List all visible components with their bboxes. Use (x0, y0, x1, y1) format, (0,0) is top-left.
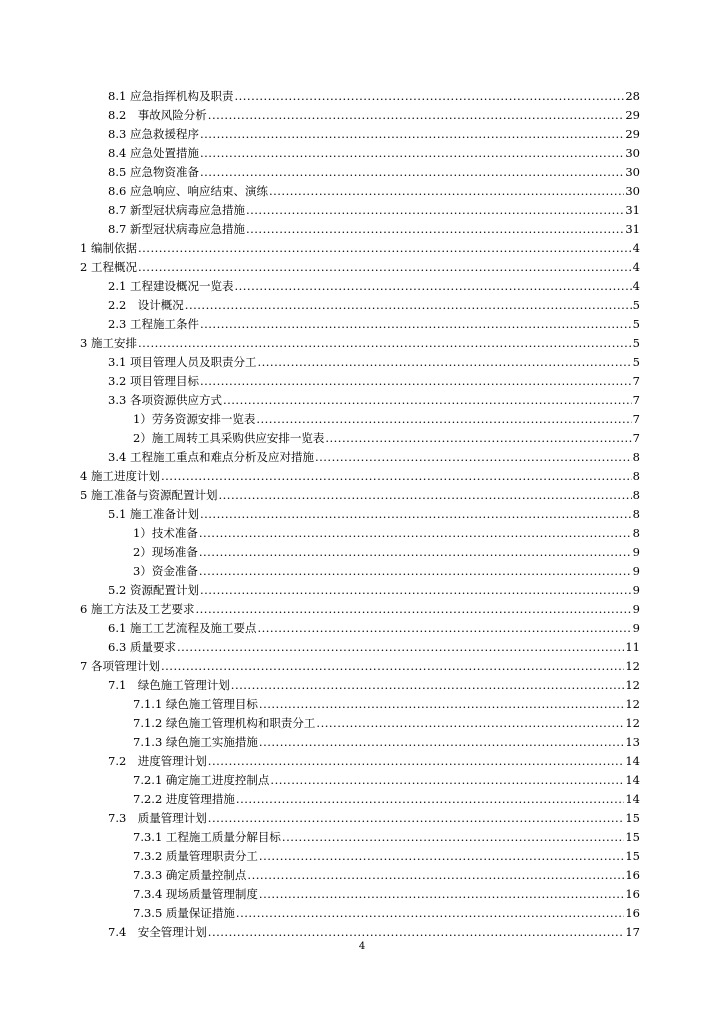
toc-entry[interactable] (133, 429, 640, 448)
toc-entry-page: 12 (625, 716, 640, 730)
toc-entry-page: 29 (625, 108, 640, 122)
toc-entry-label: 7.2.1 确定施工进度控制点 (133, 773, 270, 787)
toc-entry-label: 2.2 设计概况 (108, 298, 184, 312)
toc-entry[interactable] (108, 752, 640, 771)
toc-entry-label: 6.1 施工工艺流程及施工要点 (108, 621, 257, 635)
toc-entry-page: 14 (625, 773, 640, 787)
toc-entry-page: 11 (625, 640, 640, 654)
toc-entry[interactable] (133, 733, 640, 752)
toc-entry-page: 8 (632, 507, 640, 521)
dot-leader (200, 163, 624, 182)
dot-leader (200, 505, 632, 524)
toc-entry[interactable] (108, 144, 640, 163)
toc-entry-label: 6 施工方法及工艺要求 (80, 602, 195, 616)
dot-leader (256, 410, 631, 429)
toc-entry[interactable] (108, 220, 640, 239)
dot-leader (269, 182, 624, 201)
dot-leader (236, 790, 624, 809)
dot-leader (195, 600, 631, 619)
toc-entry-page: 7 (632, 374, 640, 388)
toc-entry-page: 29 (625, 127, 640, 141)
toc-entry-page: 30 (625, 146, 640, 160)
toc-entry-page: 12 (625, 697, 640, 711)
toc-entry[interactable] (108, 448, 640, 467)
dot-leader (200, 372, 632, 391)
toc-entry[interactable] (133, 524, 640, 543)
dot-leader (218, 486, 631, 505)
toc-entry-label: 2 工程概况 (80, 260, 137, 274)
toc-entry[interactable] (108, 581, 640, 600)
toc-entry-page: 5 (632, 317, 640, 331)
toc-entry-page: 9 (632, 602, 640, 616)
dot-leader (259, 847, 624, 866)
dot-leader (200, 125, 624, 144)
dot-leader (325, 429, 631, 448)
toc-entry-label: 7.1.1 绿色施工管理目标 (133, 697, 258, 711)
toc-entry-label: 3.3 各项资源供应方式 (108, 393, 222, 407)
toc-entry-page: 15 (625, 811, 640, 825)
dot-leader (282, 828, 624, 847)
toc-entry-label: 5.2 资源配置计划 (108, 583, 199, 597)
toc-entry-page: 15 (625, 849, 640, 863)
toc-entry[interactable] (133, 847, 640, 866)
dot-leader (199, 524, 632, 543)
toc-entry-label: 8.6 应急响应、响应结束、演练 (108, 184, 268, 198)
toc-entry[interactable] (133, 866, 640, 885)
toc-entry-label: 7.2 进度管理计划 (108, 754, 207, 768)
toc-entry-label: 7.3.4 现场质量管理制度 (133, 887, 258, 901)
toc-entry-page: 15 (625, 830, 640, 844)
toc-entry[interactable] (108, 353, 640, 372)
toc-entry[interactable] (80, 334, 640, 353)
dot-leader (199, 543, 632, 562)
dot-leader (200, 581, 632, 600)
toc-entry[interactable] (108, 106, 640, 125)
dot-leader (208, 752, 625, 771)
toc-entry-page: 5 (632, 298, 640, 312)
dot-leader (177, 638, 624, 657)
dot-leader (200, 144, 624, 163)
dot-leader (257, 353, 631, 372)
toc-entry[interactable] (108, 125, 640, 144)
dot-leader (234, 87, 624, 106)
dot-leader (223, 391, 632, 410)
dot-leader (208, 923, 625, 942)
toc-entry-label: 3.4 工程施工重点和难点分析及应对措施 (108, 450, 314, 464)
toc-entry[interactable] (133, 695, 640, 714)
toc-entry-page: 9 (632, 583, 640, 597)
toc-entry-label: 2）现场准备 (133, 545, 198, 559)
toc-entry[interactable] (133, 410, 640, 429)
toc-entry[interactable] (80, 239, 640, 258)
toc-entry-page: 9 (632, 621, 640, 635)
toc-entry-label: 1）劳务资源安排一览表 (133, 412, 256, 426)
toc-entry-label: 3）资金准备 (133, 564, 198, 578)
toc-entry-page: 30 (625, 165, 640, 179)
toc-entry[interactable] (108, 296, 640, 315)
toc-entry[interactable] (108, 505, 640, 524)
toc-entry[interactable] (80, 467, 640, 486)
toc-entry-label: 1）技术准备 (133, 526, 198, 540)
toc-entry[interactable] (133, 828, 640, 847)
toc-entry[interactable] (133, 885, 640, 904)
toc-entry[interactable] (108, 676, 640, 695)
toc-entry-page: 5 (632, 355, 640, 369)
toc-entry-page: 12 (625, 678, 640, 692)
dot-leader (231, 676, 625, 695)
toc-entry[interactable] (80, 657, 640, 676)
toc-entry-label: 7.3.5 质量保证措施 (133, 906, 235, 920)
toc-entry[interactable] (108, 619, 640, 638)
toc-entry-label: 8.4 应急处置措施 (108, 146, 199, 160)
dot-leader (270, 771, 624, 790)
toc-entry[interactable] (108, 182, 640, 201)
toc-entry[interactable] (80, 600, 640, 619)
toc-entry[interactable] (108, 315, 640, 334)
toc-entry-page: 17 (625, 925, 640, 939)
dot-leader (259, 733, 624, 752)
toc-entry-label: 8.3 应急救援程序 (108, 127, 199, 141)
toc-entry-label: 5.1 施工准备计划 (108, 507, 199, 521)
toc-entry[interactable] (108, 923, 640, 942)
toc-entry-page: 14 (625, 792, 640, 806)
toc-entry-page: 8 (632, 450, 640, 464)
toc-entry[interactable] (108, 638, 640, 657)
dot-leader (199, 562, 632, 581)
toc-entry-label: 7.4 安全管理计划 (108, 925, 207, 939)
toc-entry[interactable] (108, 277, 640, 296)
dot-leader (257, 619, 631, 638)
toc-entry-page: 8 (632, 469, 640, 483)
toc-entry-label: 7.3.3 确定质量控制点 (133, 868, 247, 882)
toc-entry-label: 7.1.3 绿色施工实施措施 (133, 735, 258, 749)
toc-entry-page: 5 (632, 336, 640, 350)
dot-leader (259, 695, 624, 714)
toc-entry[interactable] (108, 87, 640, 106)
dot-leader (246, 201, 624, 220)
toc-entry-label: 8.1 应急指挥机构及职责 (108, 89, 234, 103)
dot-leader (208, 106, 625, 125)
toc-entry-label: 4 施工进度计划 (80, 469, 160, 483)
toc-entry[interactable] (133, 790, 640, 809)
toc-entry-page: 7 (632, 431, 640, 445)
toc-entry[interactable] (108, 201, 640, 220)
toc-entry-label: 2.3 工程施工条件 (108, 317, 199, 331)
dot-leader (185, 296, 632, 315)
toc-entry[interactable] (108, 809, 640, 828)
toc-entry[interactable] (80, 486, 640, 505)
toc-entry-label: 3 施工安排 (80, 336, 137, 350)
toc-entry-page: 7 (632, 393, 640, 407)
toc-entry-label: 8.2 事故风险分析 (108, 108, 207, 122)
dot-leader (316, 714, 624, 733)
toc-entry[interactable] (80, 258, 640, 277)
page-number: 4 (358, 941, 366, 952)
toc-entry-label: 5 施工准备与资源配置计划 (80, 488, 218, 502)
dot-leader (161, 657, 624, 676)
toc-entry[interactable] (108, 372, 640, 391)
toc-entry[interactable] (133, 714, 640, 733)
toc-entry-page: 16 (625, 868, 640, 882)
toc-entry-page: 8 (632, 488, 640, 502)
dot-leader (138, 334, 632, 353)
dot-leader (236, 904, 624, 923)
dot-leader (247, 866, 624, 885)
toc-entry-label: 7 各项管理计划 (80, 659, 160, 673)
toc-entry[interactable] (108, 163, 640, 182)
toc-entry-page: 8 (632, 526, 640, 540)
dot-leader (246, 220, 624, 239)
toc-entry-label: 2）施工周转工具采购供应安排一览表 (133, 431, 325, 445)
toc-entry[interactable] (133, 771, 640, 790)
toc-entry-page: 31 (625, 203, 640, 217)
toc-entry-page: 4 (632, 260, 640, 274)
toc-entry-label: 8.7 新型冠状病毒应急措施 (108, 203, 245, 217)
toc-entry-page: 12 (625, 659, 640, 673)
toc-entry-label: 3.2 项目管理目标 (108, 374, 199, 388)
toc-entry-page: 16 (625, 887, 640, 901)
toc-entry-page: 31 (625, 222, 640, 236)
toc-entry[interactable] (108, 391, 640, 410)
toc-entry-label: 7.1 绿色施工管理计划 (108, 678, 230, 692)
toc-entry[interactable] (133, 543, 640, 562)
toc-entry-label: 7.3.1 工程施工质量分解目标 (133, 830, 281, 844)
toc-entry[interactable] (133, 562, 640, 581)
toc-entry-page: 16 (625, 906, 640, 920)
toc-entry-label: 7.1.2 绿色施工管理机构和职责分工 (133, 716, 316, 730)
toc-entry-label: 1 编制依据 (80, 241, 137, 255)
dot-leader (208, 809, 625, 828)
dot-leader (259, 885, 624, 904)
dot-leader (138, 258, 632, 277)
toc-entry-label: 8.5 应急物资准备 (108, 165, 199, 179)
toc-entry-page: 4 (632, 279, 640, 293)
dot-leader (161, 467, 632, 486)
dot-leader (200, 315, 632, 334)
toc-entry-page: 14 (625, 754, 640, 768)
toc-entry[interactable] (133, 904, 640, 923)
toc-entry-label: 7.3.2 质量管理职责分工 (133, 849, 258, 863)
toc-entry-label: 7.2.2 进度管理措施 (133, 792, 235, 806)
toc-entry-label: 7.3 质量管理计划 (108, 811, 207, 825)
dot-leader (315, 448, 632, 467)
dot-leader (234, 277, 631, 296)
toc-entry-page: 9 (632, 564, 640, 578)
toc-entry-page: 7 (632, 412, 640, 426)
toc-entry-page: 30 (625, 184, 640, 198)
toc-entry-page: 28 (625, 89, 640, 103)
toc-entry-page: 13 (625, 735, 640, 749)
toc-entry-label: 8.7 新型冠状病毒应急措施 (108, 222, 245, 236)
toc-entry-label: 6.3 质量要求 (108, 640, 176, 654)
toc-entry-page: 4 (632, 241, 640, 255)
toc-entry-label: 2.1 工程建设概况一览表 (108, 279, 234, 293)
toc-entry-label: 3.1 项目管理人员及职责分工 (108, 355, 257, 369)
dot-leader (138, 239, 632, 258)
toc-entry-page: 9 (632, 545, 640, 559)
